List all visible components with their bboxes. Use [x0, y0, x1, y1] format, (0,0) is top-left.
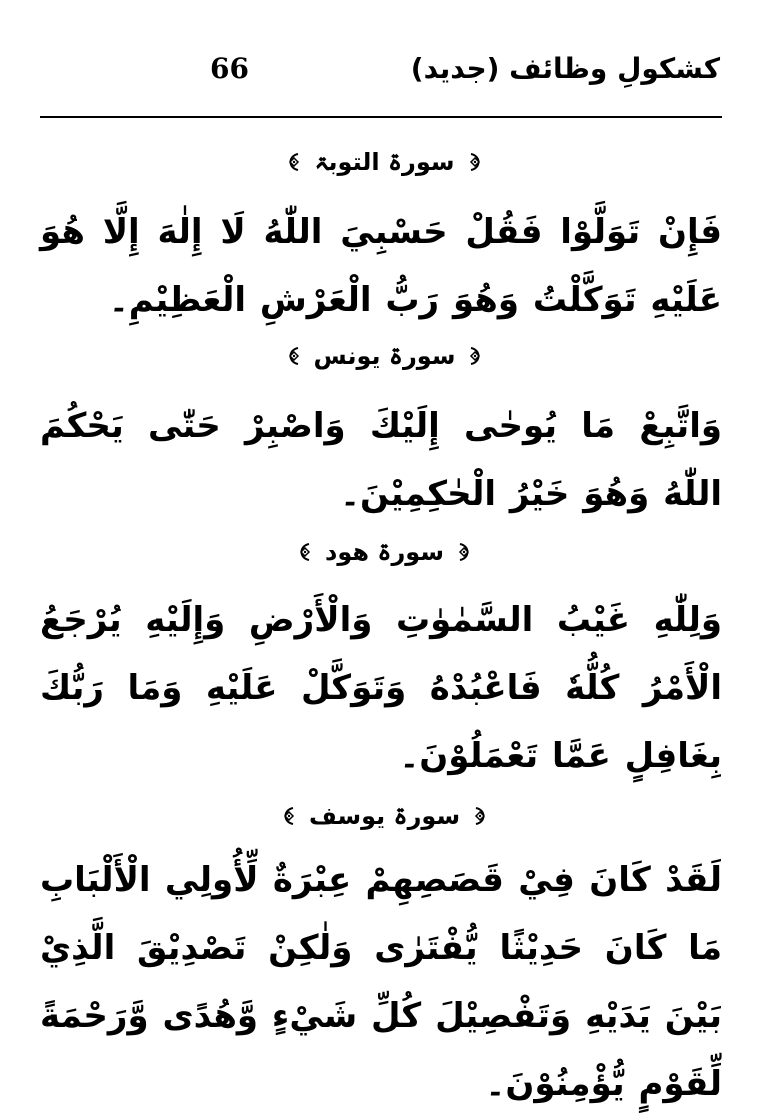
surah-heading-text: سورۃ یوسف	[308, 802, 461, 830]
bracket-ornament-icon	[291, 540, 315, 564]
header-divider	[40, 116, 722, 118]
verse-hud: وَلِلّٰهِ غَيْبُ السَّمٰوٰتِ وَالْأَرْضِ وَإِلَيْهِ يُرْجَعُ الْأَمْرُ كُلُّهٗ فَاعْبُدْهُ وَتَوَكَّلْ عَلَيْهِ وَمَا رَبُّكَ بِغَافِلٍ عَمَّا تَعْمَلُوْنَ۔	[40, 600, 722, 776]
bracket-ornament-icon	[280, 150, 304, 174]
book-title: کشکولِ وظائف (جدید)	[410, 52, 720, 85]
surah-heading-tawbah	[0, 142, 769, 182]
verse-yunus: وَاتَّبِعْ مَا يُوحٰى إِلَيْكَ وَاصْبِرْ حَتّٰى يَحْكُمَ اللّٰهُ وَهُوَ خَيْرُ الْحٰكِمِيْنَ۔	[40, 406, 722, 514]
surah-heading-text: سورۃ التوبۃ	[314, 148, 455, 176]
bracket-ornament-icon	[470, 804, 494, 828]
bracket-ornament-icon	[275, 804, 299, 828]
bracket-ornament-icon	[454, 540, 478, 564]
verse-tawbah: فَإِنْ تَوَلَّوْا فَقُلْ حَسْبِيَ اللّٰهُ لَا إِلٰهَ إِلَّا هُوَ عَلَيْهِ تَوَكَّلْتُ وَهُوَ رَبُّ الْعَرْشِ الْعَظِيْمِ۔	[40, 212, 722, 320]
surah-heading-yusuf	[0, 796, 769, 836]
bracket-ornament-icon	[465, 150, 489, 174]
surah-heading-yunus	[0, 336, 769, 376]
surah-heading-hud	[0, 532, 769, 572]
verse-yusuf: لَقَدْ كَانَ فِيْ قَصَصِهِمْ عِبْرَةٌ لِّأُولِي الْأَلْبَابِ مَا كَانَ حَدِيْثًا يُّفْتَرٰى وَلٰكِنْ تَصْدِيْقَ الَّذِيْ بَيْنَ يَدَيْهِ وَتَفْصِيْلَ كُلِّ شَيْءٍ وَّهُدًى وَّرَحْمَةً لِّقَوْمٍ يُّؤْمِنُوْنَ۔	[40, 860, 722, 1104]
page-header	[40, 52, 720, 92]
bracket-ornament-icon	[280, 344, 304, 368]
page-number: 66	[210, 52, 249, 85]
surah-heading-text: سورۃ یونس	[313, 342, 456, 370]
surah-heading-text: سورۃ ھود	[325, 538, 444, 566]
bracket-ornament-icon	[465, 344, 489, 368]
